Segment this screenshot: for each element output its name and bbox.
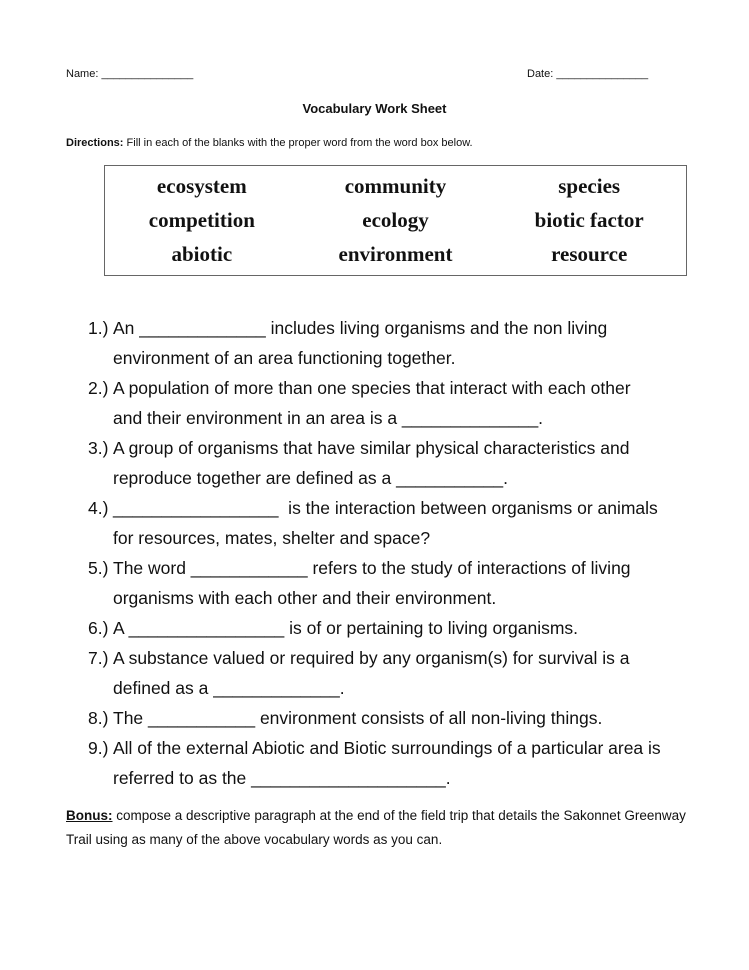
- question-item: [88, 313, 688, 373]
- question-number: 6.): [88, 618, 109, 638]
- question-text: referred to as the ____________________.: [113, 768, 451, 788]
- question-number: 3.): [88, 438, 109, 458]
- question-text: reproduce together are defined as a ___________.: [113, 468, 509, 488]
- word-item: ecology: [362, 207, 429, 232]
- question-item: [88, 613, 688, 643]
- question-text: A ________________ is of or pertaining to living organisms.: [113, 618, 579, 638]
- question-text: The ___________ environment consists of all non-living things.: [113, 708, 603, 728]
- question-text: defined as a _____________.: [113, 678, 345, 698]
- bonus-section: [66, 804, 706, 852]
- word-item: environment: [338, 241, 453, 266]
- question-item: [88, 433, 688, 493]
- question-text: A substance valued or required by any organism(s) for survival is a: [113, 648, 630, 668]
- question-number: 5.): [88, 558, 109, 578]
- question-item: [88, 493, 688, 553]
- question-text: A population of more than one species that interact with each other: [113, 378, 631, 398]
- bonus-label: Bonus:: [66, 808, 113, 823]
- directions-label: Directions:: [66, 137, 124, 149]
- question-item: [88, 733, 688, 793]
- question-number: 9.): [88, 738, 109, 758]
- question-text: An _____________ includes living organisms and the non living: [113, 318, 608, 338]
- question-number: 7.): [88, 648, 109, 668]
- question-number: 2.): [88, 378, 109, 398]
- directions: [66, 137, 473, 149]
- question-number: 8.): [88, 708, 109, 728]
- page-title: Vocabulary Work Sheet: [302, 101, 447, 116]
- question-list: [88, 313, 688, 793]
- question-text: All of the external Abiotic and Biotic surroundings of a particular area is: [113, 738, 661, 758]
- question-number: 4.): [88, 498, 109, 518]
- question-item: [88, 553, 688, 613]
- question-text: _________________ is the interaction between organisms or animals: [113, 498, 658, 518]
- question-text: environment of an area functioning together.: [113, 348, 456, 368]
- word-item: community: [344, 174, 447, 199]
- word-box: [104, 165, 687, 276]
- question-text: A group of organisms that have similar physical characteristics and: [113, 438, 630, 458]
- question-number: 1.): [88, 318, 109, 338]
- question-text: The word ____________ refers to the study of interactions of living: [113, 558, 631, 578]
- bonus-text: compose a descriptive paragraph at the end of the field trip that details the Sakonnet Greenway Trail using as many of the above vocabulary words as you can.: [66, 808, 686, 847]
- name-field[interactable]: Name: _______________: [66, 68, 194, 80]
- word-item: species: [558, 174, 621, 199]
- word-item: abiotic: [171, 241, 233, 266]
- word-item: resource: [551, 241, 628, 266]
- word-item: ecosystem: [156, 174, 247, 199]
- question-text: and their environment in an area is a ______________.: [113, 408, 544, 428]
- directions-text: Fill in each of the blanks with the proper word from the word box below.: [123, 137, 473, 149]
- question-item: [88, 643, 688, 703]
- question-item: [88, 373, 688, 433]
- question-text: for resources, mates, shelter and space?: [113, 528, 431, 548]
- question-text: organisms with each other and their environment.: [113, 588, 497, 608]
- word-item: competition: [148, 207, 255, 232]
- question-item: [88, 703, 688, 733]
- word-item: biotic factor: [534, 207, 644, 232]
- date-field[interactable]: Date: _______________: [527, 68, 649, 80]
